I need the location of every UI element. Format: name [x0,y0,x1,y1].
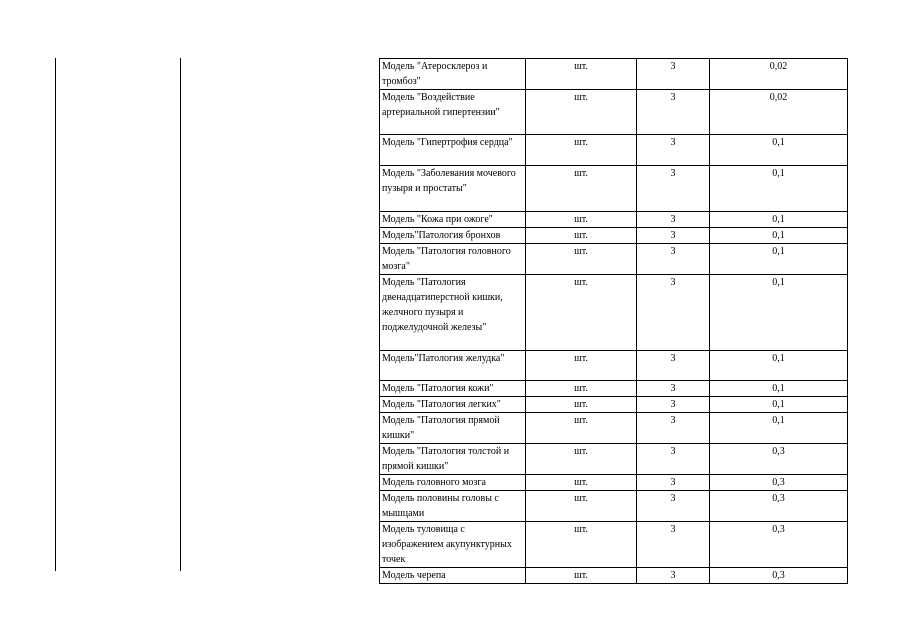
quantity-cell: 3 [637,568,710,584]
quantity-cell: 3 [637,397,710,413]
table-row [380,275,848,351]
unit-cell: шт. [526,491,637,522]
item-name-cell: Модель половины головы с мышцами [380,491,526,522]
table-row [380,381,848,397]
quantity-cell: 3 [637,522,710,568]
table-row [380,135,848,166]
unit-cell: шт. [526,475,637,491]
unit-cell: шт. [526,228,637,244]
item-name-cell: Модель туловища с изображением акупунктурных точек [380,522,526,568]
table-row [380,59,848,90]
quantity-cell: 3 [637,166,710,212]
item-name-cell: Модель "Гипертрофия сердца" [380,135,526,166]
item-name-cell: Модель "Патология головного мозга" [380,244,526,275]
item-name-cell: Модель "Кожа при ожоге" [380,212,526,228]
quantity-cell: 3 [637,475,710,491]
table-row [380,413,848,444]
value-cell: 0,1 [710,244,848,275]
item-name-cell: Модель "Патология легких" [380,397,526,413]
unit-cell: шт. [526,351,637,381]
quantity-cell: 3 [637,59,710,90]
item-name-cell: Модель"Патология желудка" [380,351,526,381]
unit-cell: шт. [526,59,637,90]
table-row [380,351,848,381]
value-cell: 0,1 [710,166,848,212]
table-row [380,90,848,135]
quantity-cell: 3 [637,212,710,228]
quantity-cell: 3 [637,228,710,244]
unit-cell: шт. [526,444,637,475]
table-row [380,475,848,491]
value-cell: 0,02 [710,59,848,90]
value-cell: 0,3 [710,475,848,491]
value-cell: 0,3 [710,444,848,475]
table-row [380,166,848,212]
value-cell: 0,3 [710,522,848,568]
item-name-cell: Модель "Патология прямой кишки" [380,413,526,444]
unit-cell: шт. [526,413,637,444]
unit-cell: шт. [526,568,637,584]
value-cell: 0,1 [710,228,848,244]
value-cell: 0,3 [710,491,848,522]
value-cell: 0,1 [710,275,848,351]
item-name-cell: Модель черепа [380,568,526,584]
quantity-cell: 3 [637,351,710,381]
unit-cell: шт. [526,166,637,212]
table-row [380,522,848,568]
item-name-cell: Модель "Патология толстой и прямой кишки" [380,444,526,475]
column-divider-line [180,58,181,571]
table-row [380,244,848,275]
unit-cell: шт. [526,244,637,275]
quantity-cell: 3 [637,244,710,275]
value-cell: 0,1 [710,413,848,444]
value-cell: 0,1 [710,212,848,228]
table-row [380,212,848,228]
item-name-cell: Модель "Патология кожи" [380,381,526,397]
value-cell: 0,1 [710,397,848,413]
quantity-cell: 3 [637,135,710,166]
quantity-cell: 3 [637,90,710,135]
value-cell: 0,3 [710,568,848,584]
equipment-table [379,58,848,584]
value-cell: 0,1 [710,135,848,166]
table-row [380,444,848,475]
unit-cell: шт. [526,135,637,166]
item-name-cell: Модель "Воздействие артериальной гипертензии" [380,90,526,135]
quantity-cell: 3 [637,275,710,351]
table-row [380,228,848,244]
item-name-cell: Модель головного мозга [380,475,526,491]
item-name-cell: Модель"Патология бронхов [380,228,526,244]
unit-cell: шт. [526,275,637,351]
table-row [380,397,848,413]
quantity-cell: 3 [637,381,710,397]
value-cell: 0,1 [710,381,848,397]
value-cell: 0,02 [710,90,848,135]
unit-cell: шт. [526,90,637,135]
item-name-cell: Модель "Атеросклероз и тромбоз" [380,59,526,90]
item-name-cell: Модель "Патология двенадцатиперстной кишки, желчного пузыря и поджелудочной железы" [380,275,526,351]
quantity-cell: 3 [637,444,710,475]
left-border-line [55,58,56,571]
unit-cell: шт. [526,212,637,228]
table-row [380,491,848,522]
value-cell: 0,1 [710,351,848,381]
unit-cell: шт. [526,522,637,568]
quantity-cell: 3 [637,413,710,444]
item-name-cell: Модель "Заболевания мочевого пузыря и простаты" [380,166,526,212]
unit-cell: шт. [526,397,637,413]
unit-cell: шт. [526,381,637,397]
quantity-cell: 3 [637,491,710,522]
table-row [380,568,848,584]
